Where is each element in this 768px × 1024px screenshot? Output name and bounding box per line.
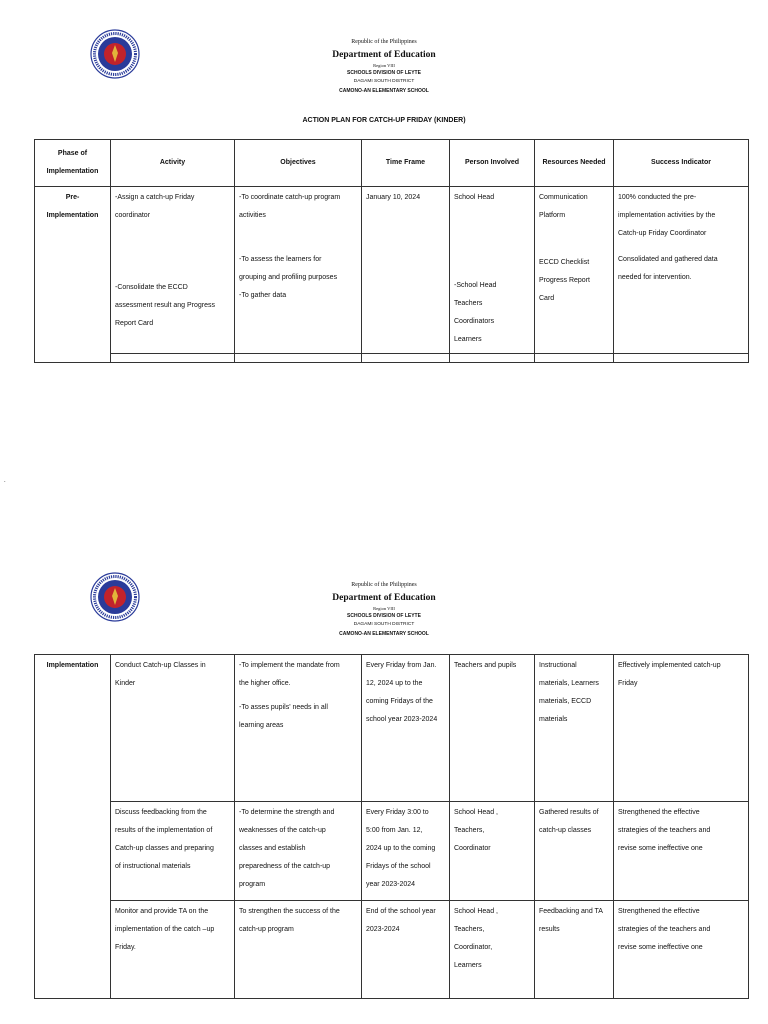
republic-line: Republic of the Philippines	[351, 39, 417, 45]
resources-cell: Communication Platform ECCD Checklist Progress Report Card	[535, 187, 614, 354]
division-line: SCHOOLS DIVISION OF LEYTE	[347, 613, 421, 619]
table-row-empty	[35, 354, 749, 363]
resources-cell: Feedbacking and TA results	[535, 901, 614, 999]
time-frame-cell: Every Friday 3:00 to 5:00 from Jan. 12, 2024 up to the coming Fridays of the school year 2023-2024	[362, 802, 450, 901]
district-line: DAGAMI SOUTH DISTRICT	[353, 79, 415, 84]
person-cell: School Head , Teachers, Coordinator, Learners	[450, 901, 535, 999]
resources-cell: Gathered results of catch-up classes	[535, 802, 614, 901]
activity-cell: Monitor and provide TA on the implementation of the catch –up Friday.	[111, 901, 235, 999]
action-plan-table-page-2	[34, 654, 749, 999]
activity-cell: Discuss feedbacking from the results of the implementation of Catch-up classes and preparing of instructional materials	[111, 802, 235, 901]
time-frame-cell: Every Friday from Jan. 12, 2024 up to the coming Fridays of the school year 2023-2024	[362, 655, 450, 802]
republic-line: Republic of the Philippines	[351, 582, 417, 588]
objectives-cell: -To coordinate catch-up program activities -To assess the learners for grouping and profiling purposes -To gather data	[235, 187, 362, 354]
table-row	[35, 655, 749, 802]
activity-cell: Conduct Catch-up Classes in Kinder	[111, 655, 235, 802]
action-plan-table-page-1	[34, 139, 749, 363]
success-cell: Strengthened the effective strategies of the teachers and revise some ineffective one	[614, 901, 749, 999]
table-row	[35, 187, 749, 354]
person-cell: School Head -School Head Teachers Coordinators Learners	[450, 187, 535, 354]
success-cell: Effectively implemented catch-up Friday	[614, 655, 749, 802]
region-line: Region VIII	[373, 605, 395, 611]
time-frame-cell: End of the school year 2023-2024	[362, 901, 450, 999]
header-resources-needed: Resources Needed	[535, 140, 614, 187]
document-page-1	[0, 0, 768, 400]
department-line: Department of Education	[332, 50, 436, 60]
school-line: CAMONO-AN ELEMENTARY SCHOOL	[339, 630, 429, 637]
header-phase: Phase of Implementation	[35, 140, 111, 187]
header-person-involved: Person Involved	[450, 140, 535, 187]
header-objectives: Objectives	[235, 140, 362, 187]
objectives-cell: -To implement the mandate from the higher office. -To asses pupils' needs in all learning areas	[235, 655, 362, 802]
activity-cell: -Assign a catch-up Friday coordinator -Consolidate the ECCD assessment result ang Progress Report Card	[111, 187, 235, 354]
success-cell: 100% conducted the pre- implementation activities by the Catch-up Friday Coordinator Consolidated and gathered data needed for intervention.	[614, 187, 749, 354]
letterhead	[0, 582, 768, 637]
person-cell: Teachers and pupils	[450, 655, 535, 802]
district-line: DAGAMI SOUTH DISTRICT	[353, 622, 415, 627]
department-line: Department of Education	[332, 593, 436, 603]
objectives-cell: -To determine the strength and weaknesses of the catch-up classes and establish preparedness of the catch-up program	[235, 802, 362, 901]
time-frame-cell: January 10, 2024	[362, 187, 450, 354]
plan-title: ACTION PLAN FOR CATCH-UP FRIDAY (KINDER)	[302, 117, 466, 124]
document-page-2	[0, 560, 768, 1024]
division-line: SCHOOLS DIVISION OF LEYTE	[347, 70, 421, 76]
phase-cell: Pre- Implementation	[35, 187, 111, 363]
stray-mark: .	[4, 478, 6, 484]
region-line: Region VIII	[373, 62, 395, 68]
person-cell: School Head , Teachers, Coordinator	[450, 802, 535, 901]
table-row	[35, 802, 749, 901]
phase-cell: Implementation	[35, 655, 111, 999]
table-row	[35, 901, 749, 999]
header-time-frame: Time Frame	[362, 140, 450, 187]
school-line: CAMONO-AN ELEMENTARY SCHOOL	[339, 87, 429, 94]
objectives-cell: To strengthen the success of the catch-up program	[235, 901, 362, 999]
resources-cell: Instructional materials, Learners materials, ECCD materials	[535, 655, 614, 802]
letterhead	[0, 39, 768, 94]
header-activity: Activity	[111, 140, 235, 187]
success-cell: Strengthened the effective strategies of the teachers and revise some ineffective one	[614, 802, 749, 901]
header-success-indicator: Success Indicator	[614, 140, 749, 187]
